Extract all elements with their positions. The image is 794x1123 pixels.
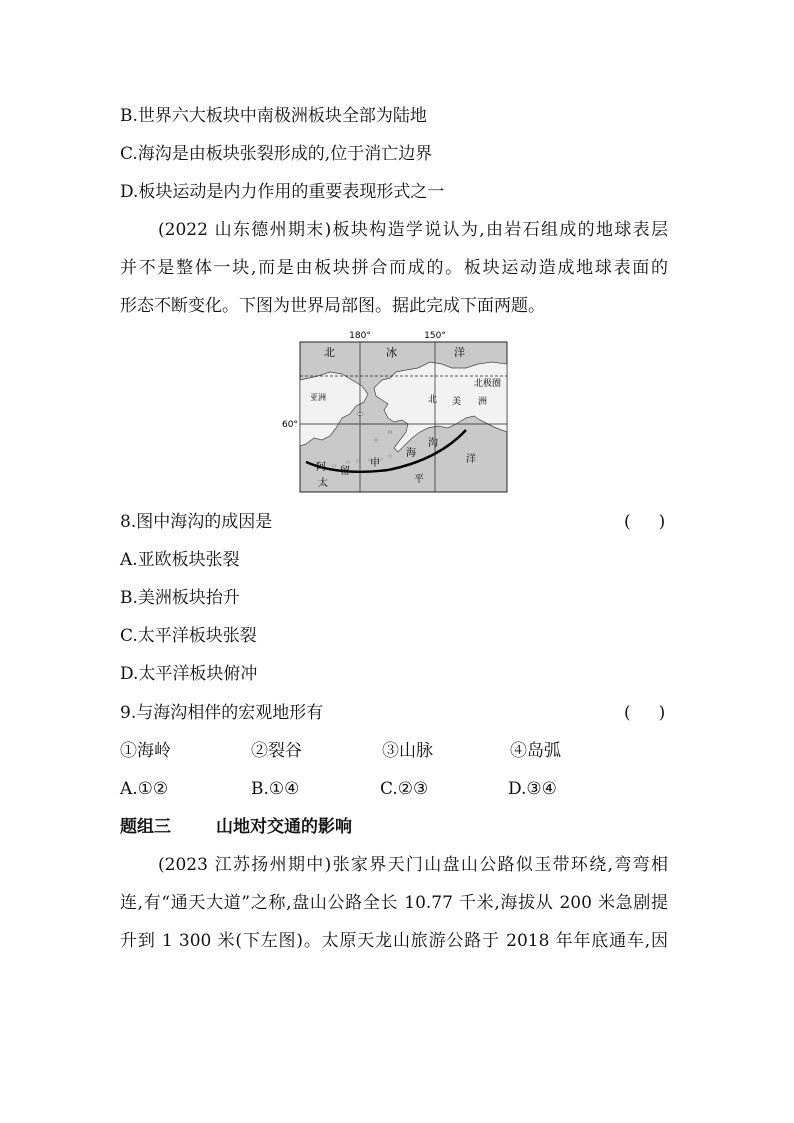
map-label-na-mei: 美 <box>452 397 462 407</box>
q8-option-c[interactable]: C.太平洋板块张裂 <box>120 626 257 646</box>
q9-option-d[interactable]: D.③④ <box>508 779 557 799</box>
lon-180-label: 180° <box>349 331 371 341</box>
q9-item-4: ④岛弧 <box>510 741 561 761</box>
group3-subtitle: 山地对交通的影响 <box>216 817 352 837</box>
passage2-line2: 连,有“通天大道”之称,盘山公路全长 10.77 千米,海拔从 200 米急剧提 <box>120 893 668 913</box>
map-label-trench-liu: 留 <box>340 466 350 477</box>
map-label-pac-yang: 洋 <box>466 454 476 465</box>
q9-item-2: ②裂谷 <box>251 741 302 761</box>
q8-option-b[interactable]: B.美洲板块抬升 <box>120 588 240 608</box>
map-label-trench-hai: 海 <box>406 448 416 459</box>
q9-option-c[interactable]: C.②③ <box>380 779 429 799</box>
map-label-asia: 亚洲 <box>310 393 326 402</box>
prev-option-d: D.板块运动是内力作用的重要表现形式之一 <box>120 182 445 202</box>
q8-answer-bracket: () <box>624 512 694 532</box>
passage1-line1: (2022 山东德州期末)板块构造学说认为,由岩石组成的地球表层 <box>158 220 668 240</box>
map-label-trench-gou: 沟 <box>428 438 438 449</box>
map-label-yang-top: 洋 <box>454 346 465 359</box>
lat-60-label: 60° <box>282 420 298 430</box>
passage1-line2: 并不是整体一块,而是由板块拼合而成的。板块运动造成地球表面的 <box>120 258 668 278</box>
map-label-pac-tai: 太 <box>318 478 328 489</box>
world-partial-map <box>278 328 514 496</box>
passage2-line1: (2023 江苏扬州期中)张家界天门山盘山公路似玉带环绕,弯弯相 <box>158 855 668 875</box>
map-label-na-zhou: 洲 <box>478 397 488 407</box>
map-label-pac-ping: 平 <box>414 474 424 485</box>
map-label-na-bei: 北 <box>428 395 438 405</box>
q9-answer-bracket: () <box>624 703 694 723</box>
q8-option-a[interactable]: A.亚欧板块张裂 <box>120 550 240 570</box>
q8-stem: 8.图中海沟的成因是 <box>120 512 273 532</box>
q9-item-1: ①海岭 <box>120 741 171 761</box>
map-label-arctic-circle: 北极圈 <box>474 379 502 389</box>
q9-item-3: ③山脉 <box>382 741 433 761</box>
island-shape <box>388 431 392 433</box>
q9-option-b[interactable]: B.①④ <box>251 779 300 799</box>
q9-stem: 9.与海沟相伴的宏观地形有 <box>120 703 324 723</box>
island-shape <box>375 439 378 441</box>
map-label-trench-a: 阿 <box>316 462 326 473</box>
group3-title: 题组三 <box>120 817 171 837</box>
q8-option-d[interactable]: D.太平洋板块俯冲 <box>120 664 258 684</box>
passage1-line3: 形态不断变化。下图为世界局部图。据此完成下面两题。 <box>120 296 545 316</box>
prev-option-c: C.海沟是由板块张裂形成的,位于消亡边界 <box>120 144 433 164</box>
lon-150-label: 150° <box>424 331 446 341</box>
prev-option-b: B.世界六大板块中南极洲板块全部为陆地 <box>120 106 427 126</box>
map-label-trench-shen: 申 <box>370 458 380 469</box>
passage2-line3: 升到 1 300 米(下左图)。太原天龙山旅游公路于 2018 年年底通车,因 <box>120 931 668 951</box>
map-label-bei: 北 <box>324 346 335 359</box>
map-label-bing: 冰 <box>386 346 397 359</box>
q9-option-a[interactable]: A.①② <box>120 779 169 799</box>
